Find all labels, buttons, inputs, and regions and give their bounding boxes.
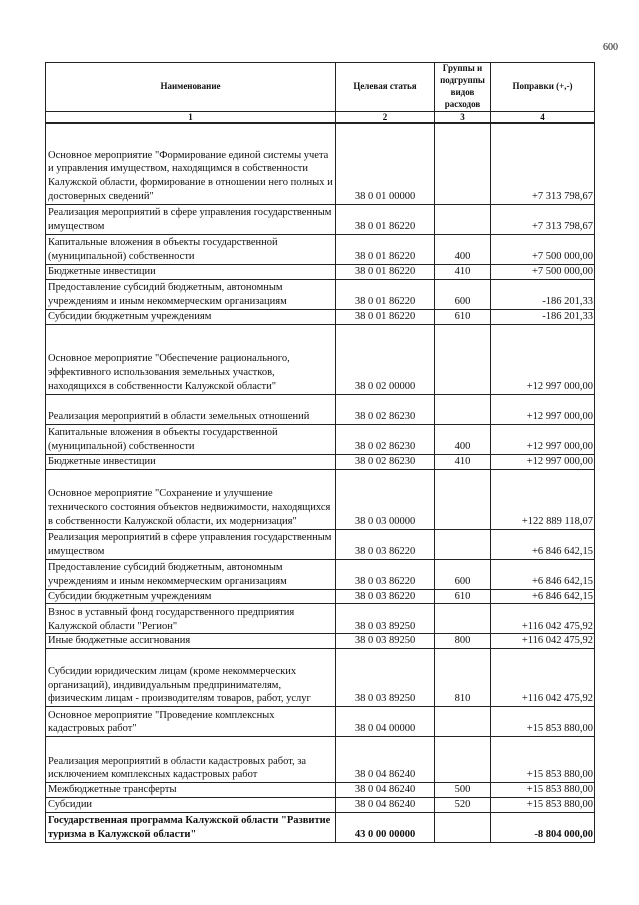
table-row bbox=[46, 559, 595, 589]
row-group-code: 810 bbox=[435, 649, 491, 707]
row-group-code: 410 bbox=[435, 265, 491, 280]
row-target-code: 43 0 00 00000 bbox=[336, 813, 435, 843]
column-number-row bbox=[46, 111, 595, 123]
row-group-code bbox=[435, 469, 491, 529]
row-target-code: 38 0 02 86230 bbox=[336, 424, 435, 454]
row-name: Предоставление субсидий бюджетным, автономным учреждениям и иным некоммерческим организациям bbox=[46, 559, 336, 589]
row-name: Основное мероприятие "Обеспечение рационального, эффективного использования земельных участков, находящихся в собственности Калужской области" bbox=[46, 324, 336, 394]
row-group-code: 610 bbox=[435, 589, 491, 604]
row-group-code: 400 bbox=[435, 235, 491, 265]
row-name: Капитальные вложения в объекты государственной (муниципальной) собственности bbox=[46, 424, 336, 454]
row-name: Реализация мероприятий в области кадастровых работ, за исключением комплексных кадастровых работ bbox=[46, 737, 336, 783]
table-row bbox=[46, 737, 595, 783]
row-target-code: 38 0 02 00000 bbox=[336, 324, 435, 394]
row-name: Предоставление субсидий бюджетным, автономным учреждениям и иным некоммерческим организациям bbox=[46, 279, 336, 309]
row-group-code: 520 bbox=[435, 798, 491, 813]
row-group-code bbox=[435, 737, 491, 783]
row-group-code bbox=[435, 604, 491, 634]
row-group-code bbox=[435, 394, 491, 424]
table-row bbox=[46, 454, 595, 469]
row-name: Межбюджетные трансферты bbox=[46, 783, 336, 798]
row-amount: +12 997 000,00 bbox=[491, 454, 595, 469]
table-row bbox=[46, 265, 595, 280]
row-target-code: 38 0 02 86230 bbox=[336, 394, 435, 424]
table-row bbox=[46, 235, 595, 265]
header-row bbox=[46, 63, 595, 112]
row-name: Взнос в уставный фонд государственного предприятия Калужской области "Регион" bbox=[46, 604, 336, 634]
row-name: Реализация мероприятий в области земельных отношений bbox=[46, 394, 336, 424]
row-group-code bbox=[435, 813, 491, 843]
row-amount: +15 853 880,00 bbox=[491, 783, 595, 798]
table-row bbox=[46, 205, 595, 235]
table-row bbox=[46, 424, 595, 454]
row-amount: +7 313 798,67 bbox=[491, 123, 595, 205]
row-name: Основное мероприятие "Проведение комплексных кадастровых работ" bbox=[46, 707, 336, 737]
row-amount: +7 500 000,00 bbox=[491, 235, 595, 265]
table-row bbox=[46, 649, 595, 707]
row-group-code: 800 bbox=[435, 634, 491, 649]
row-amount: +116 042 475,92 bbox=[491, 634, 595, 649]
row-name: Капитальные вложения в объекты государственной (муниципальной) собственности bbox=[46, 235, 336, 265]
column-number: 1 bbox=[46, 111, 336, 123]
column-number: 2 bbox=[336, 111, 435, 123]
table-body bbox=[46, 123, 595, 843]
row-name: Субсидии бюджетным учреждениям bbox=[46, 589, 336, 604]
row-group-code: 610 bbox=[435, 309, 491, 324]
row-target-code: 38 0 04 00000 bbox=[336, 707, 435, 737]
row-name: Субсидии юридическим лицам (кроме некоммерческих организаций), индивидуальным предпринимателям, физическим лицам - производителям товаров, работ, услуг bbox=[46, 649, 336, 707]
row-target-code: 38 0 04 86240 bbox=[336, 737, 435, 783]
row-name: Субсидии bbox=[46, 798, 336, 813]
row-amount: +116 042 475,92 bbox=[491, 604, 595, 634]
row-target-code: 38 0 01 86220 bbox=[336, 235, 435, 265]
row-amount: +6 846 642,15 bbox=[491, 589, 595, 604]
row-target-code: 38 0 03 89250 bbox=[336, 604, 435, 634]
table-row bbox=[46, 529, 595, 559]
row-group-code bbox=[435, 205, 491, 235]
row-target-code: 38 0 01 00000 bbox=[336, 123, 435, 205]
row-group-code: 600 bbox=[435, 559, 491, 589]
row-group-code: 410 bbox=[435, 454, 491, 469]
row-amount: +12 997 000,00 bbox=[491, 324, 595, 394]
table-row bbox=[46, 394, 595, 424]
row-target-code: 38 0 03 86220 bbox=[336, 559, 435, 589]
table-row bbox=[46, 634, 595, 649]
header-group: Группы и подгруппы видов расходов bbox=[435, 63, 491, 112]
page-number: 600 bbox=[603, 42, 618, 53]
row-name: Бюджетные инвестиции bbox=[46, 265, 336, 280]
row-name: Основное мероприятие "Формирование единой системы учета и управления имуществом, находящимся в собственности Калужской области, формирование в отношении него полных и достоверных сведений" bbox=[46, 123, 336, 205]
row-group-code bbox=[435, 123, 491, 205]
row-amount: -186 201,33 bbox=[491, 279, 595, 309]
row-target-code: 38 0 01 86220 bbox=[336, 279, 435, 309]
row-name: Реализация мероприятий в сфере управления государственным имуществом bbox=[46, 205, 336, 235]
row-group-code bbox=[435, 529, 491, 559]
row-target-code: 38 0 01 86220 bbox=[336, 205, 435, 235]
row-target-code: 38 0 03 89250 bbox=[336, 634, 435, 649]
table-row bbox=[46, 813, 595, 843]
table-row bbox=[46, 589, 595, 604]
row-amount: +15 853 880,00 bbox=[491, 798, 595, 813]
row-target-code: 38 0 03 00000 bbox=[336, 469, 435, 529]
row-amount: +15 853 880,00 bbox=[491, 707, 595, 737]
row-amount: +7 313 798,67 bbox=[491, 205, 595, 235]
row-amount: -186 201,33 bbox=[491, 309, 595, 324]
table-row bbox=[46, 309, 595, 324]
row-name: Иные бюджетные ассигнования bbox=[46, 634, 336, 649]
table-row bbox=[46, 604, 595, 634]
table-row bbox=[46, 279, 595, 309]
row-target-code: 38 0 04 86240 bbox=[336, 783, 435, 798]
header-amend: Поправки (+,-) bbox=[491, 63, 595, 112]
table-row bbox=[46, 707, 595, 737]
row-target-code: 38 0 04 86240 bbox=[336, 798, 435, 813]
table-row bbox=[46, 123, 595, 205]
row-target-code: 38 0 03 89250 bbox=[336, 649, 435, 707]
row-amount: +122 889 118,07 bbox=[491, 469, 595, 529]
header-name: Наименование bbox=[46, 63, 336, 112]
row-name: Государственная программа Калужской области "Развитие туризма в Калужской области" bbox=[46, 813, 336, 843]
row-target-code: 38 0 01 86220 bbox=[336, 265, 435, 280]
table-row bbox=[46, 469, 595, 529]
budget-table bbox=[45, 62, 595, 843]
row-target-code: 38 0 03 86220 bbox=[336, 589, 435, 604]
column-number: 3 bbox=[435, 111, 491, 123]
row-group-code: 500 bbox=[435, 783, 491, 798]
row-group-code: 400 bbox=[435, 424, 491, 454]
header-target: Целевая статья bbox=[336, 63, 435, 112]
row-name: Основное мероприятие "Сохранение и улучшение технического состояния объектов недвижимости, находящихся в собственности Калужской области, их модернизация" bbox=[46, 469, 336, 529]
row-name: Бюджетные инвестиции bbox=[46, 454, 336, 469]
table-row bbox=[46, 798, 595, 813]
row-amount: +12 997 000,00 bbox=[491, 394, 595, 424]
table-row bbox=[46, 783, 595, 798]
row-group-code: 600 bbox=[435, 279, 491, 309]
row-amount: +7 500 000,00 bbox=[491, 265, 595, 280]
row-amount: +15 853 880,00 bbox=[491, 737, 595, 783]
row-amount: +116 042 475,92 bbox=[491, 649, 595, 707]
column-number: 4 bbox=[491, 111, 595, 123]
row-target-code: 38 0 02 86230 bbox=[336, 454, 435, 469]
row-group-code bbox=[435, 707, 491, 737]
row-target-code: 38 0 03 86220 bbox=[336, 529, 435, 559]
row-amount: -8 804 000,00 bbox=[491, 813, 595, 843]
row-amount: +6 846 642,15 bbox=[491, 529, 595, 559]
row-amount: +12 997 000,00 bbox=[491, 424, 595, 454]
row-name: Субсидии бюджетным учреждениям bbox=[46, 309, 336, 324]
table-row bbox=[46, 324, 595, 394]
row-target-code: 38 0 01 86220 bbox=[336, 309, 435, 324]
row-group-code bbox=[435, 324, 491, 394]
row-amount: +6 846 642,15 bbox=[491, 559, 595, 589]
row-name: Реализация мероприятий в сфере управления государственным имуществом bbox=[46, 529, 336, 559]
